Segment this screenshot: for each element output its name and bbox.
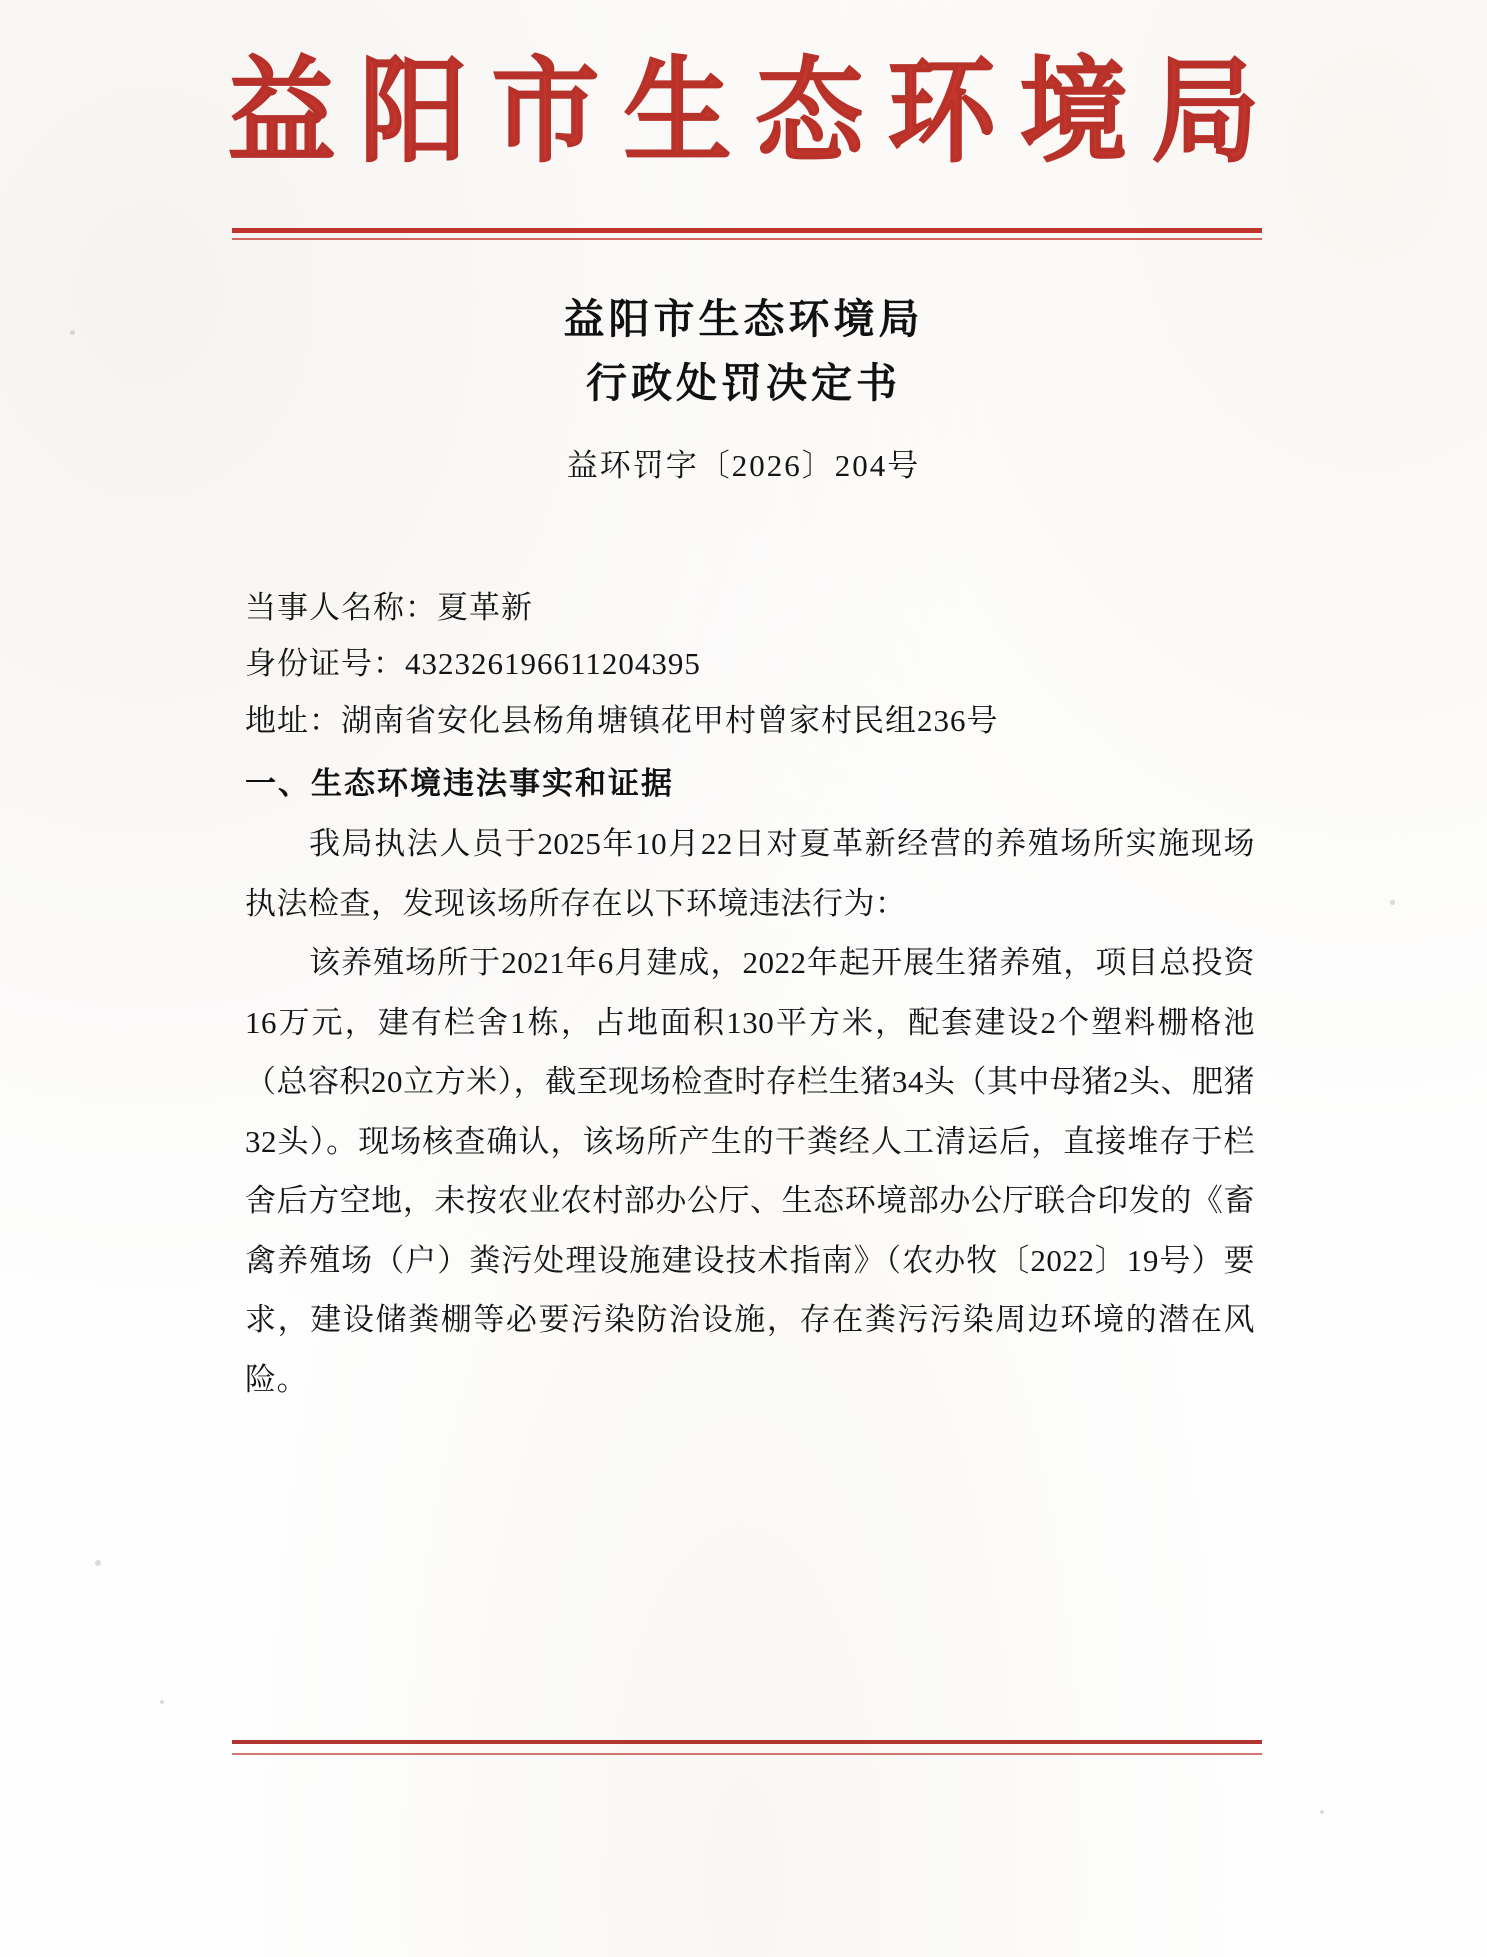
letterhead-divider-thin xyxy=(232,238,1262,240)
document-title-line-1: 益阳市生态环境局 xyxy=(563,296,924,342)
paragraph-inspection-summary: 我局执法人员于2025年10月22日对夏革新经营的养殖场所实施现场执法检查，发现该场所存在以下环境违法行为： xyxy=(245,826,1255,921)
footer-divider-thick xyxy=(232,1740,1262,1744)
letterhead xyxy=(0,52,1487,176)
party-name: 当事人名称：夏革新 xyxy=(245,590,533,625)
footer-divider-thin xyxy=(232,1753,1262,1755)
document-title xyxy=(0,288,1487,415)
section-heading-violation-facts: 一、生态环境违法事实和证据 xyxy=(245,766,674,802)
document-number: 益环罚字〔2026〕204号 xyxy=(566,448,921,483)
document-body xyxy=(245,580,1255,1409)
document-title-line-2: 行政处罚决定书 xyxy=(586,359,901,406)
letterhead-divider-thick xyxy=(232,228,1262,233)
party-address: 地址：湖南省安化县杨角塘镇花甲村曾家村民组236号 xyxy=(245,702,999,738)
paragraph-violation-details: 该养殖场所于2021年6月建成，2022年起开展生猪养殖，项目总投资16万元，建有栏舍1栋，占地面积130平方米，配套建设2个塑料栅格池（总容积20立方米），截至现场检查时存栏生猪34头（其中母猪2头、肥猪32头）。现场核查确认，该场所产生的干粪经人工清运后，直接堆存于栏舍后方空地，未按农业农村部办公厅、生态环境部办公厅联合印发的《畜禽养殖场（户）粪污处理设施建设技术指南》（农办牧〔2022〕19号）要求，建设储粪棚等必要污染防治设施，存在粪污污染周边环境的潜在风险。 xyxy=(245,945,1255,1397)
party-id-number: 身份证号：432326196611204395 xyxy=(245,646,701,682)
letterhead-agency-name: 益阳市生态环境局 xyxy=(227,50,1284,177)
